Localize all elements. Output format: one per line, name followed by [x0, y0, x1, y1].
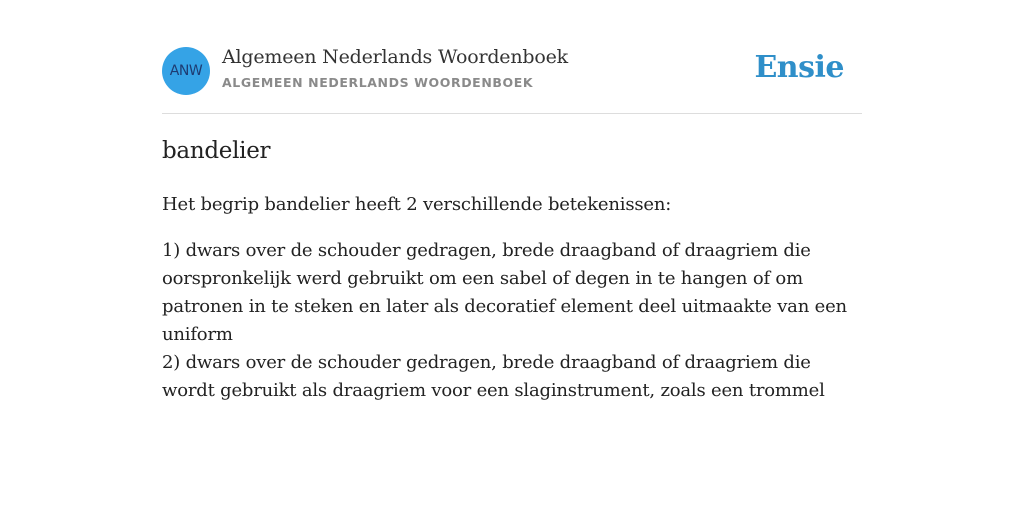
entry-card [162, 0, 862, 401]
meanings-list [162, 237, 862, 405]
entry-term: bandelier [162, 138, 271, 164]
source-title[interactable]: Algemeen Nederlands Woordenboek [222, 46, 568, 68]
source-header [162, 0, 862, 114]
meaning-item-2: 2) dwars over de schouder gedragen, brede draagband of draagriem die wordt gebruikt als draagriem voor een slaginstrument, zoals een trommel [162, 352, 825, 401]
source-logo[interactable] [162, 47, 210, 95]
entry-intro: Het begrip bandelier heeft 2 verschillende betekenissen: [162, 194, 672, 215]
source-logo-text: ANW [169, 63, 203, 79]
brand-logo[interactable]: Ensie [754, 50, 844, 85]
source-subtitle: ALGEMEEN NEDERLANDS WOORDENBOEK [222, 75, 534, 90]
meaning-item-1: 1) dwars over de schouder gedragen, brede draagband of draagriem die oorspronkelijk werd gebruikt om een sabel of degen in te hangen of om patronen in te steken en later als decoratief element deel uitmaakte van een uniform [162, 240, 847, 345]
